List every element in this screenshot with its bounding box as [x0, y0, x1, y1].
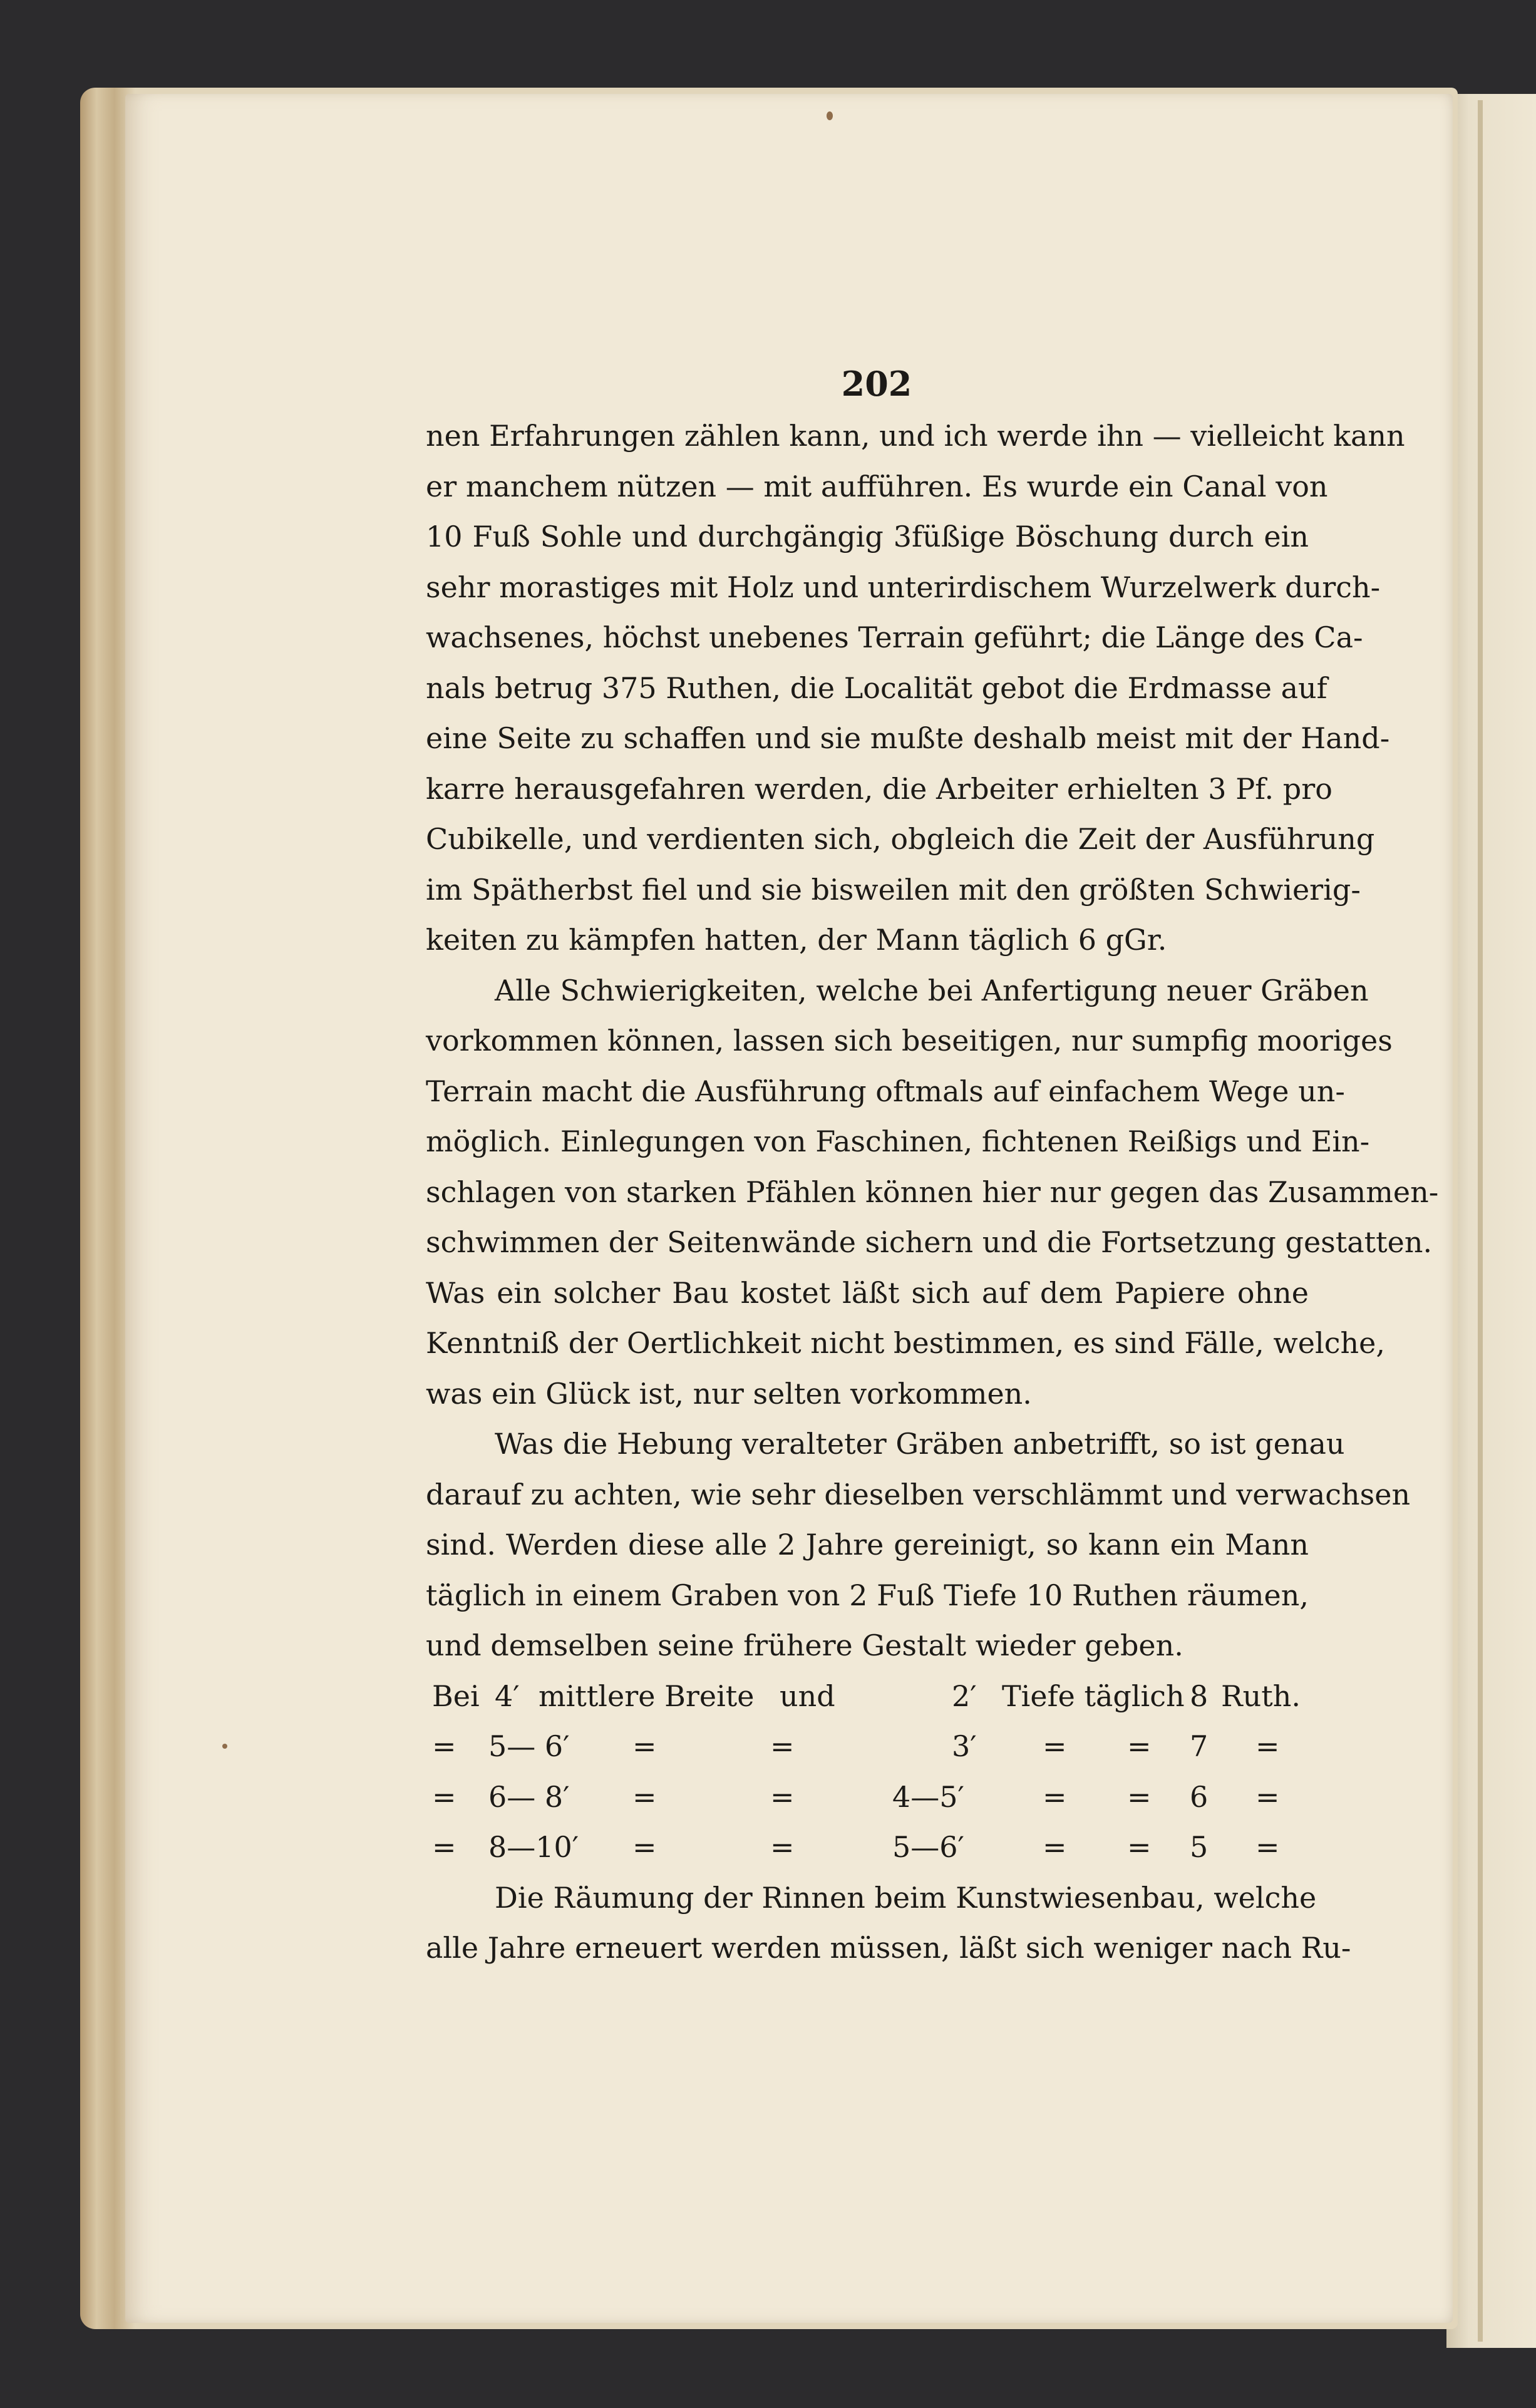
text-line: alle Jahre erneuert werden müssen, läßt sich weniger nach Ru- [426, 1931, 1351, 1965]
text-line: schwimmen der Seitenwände sichern und die Fortsetzung gestatten. [426, 1225, 1433, 1259]
table-cell: = [632, 1779, 657, 1814]
table-cell: 2′ [952, 1679, 977, 1713]
table-cell: = [632, 1830, 657, 1864]
table-cell: 7 [1190, 1729, 1209, 1763]
table-cell: und [780, 1679, 835, 1713]
page-number: 202 [841, 364, 912, 404]
table-cell: Ruth. [1221, 1679, 1301, 1713]
table-cell: 6 [1190, 1779, 1209, 1814]
text-line: Alle Schwierigkeiten, welche bei Anfertigung neuer Gräben [495, 973, 1369, 1007]
table-cell: = [1255, 1729, 1280, 1763]
text-line: im Spätherbst fiel und sie bisweilen mit den größten Schwierig- [426, 872, 1361, 907]
text-line: Kenntniß der Oertlichkeit nicht bestimmen, es sind Fälle, welche, [426, 1326, 1385, 1360]
table-cell: Bei [432, 1679, 480, 1713]
table-cell: = [432, 1779, 456, 1814]
table-cell: = [432, 1729, 456, 1763]
paper-spot [222, 1744, 227, 1749]
table-cell: 4—5′ [892, 1779, 964, 1814]
table-cell: 3′ [952, 1729, 977, 1763]
table-cell: = [632, 1729, 657, 1763]
table-cell: = [1043, 1779, 1067, 1814]
text-line: Cubikelle, und verdienten sich, obgleich die Zeit der Ausführung [426, 822, 1375, 856]
paper-spot [827, 111, 833, 120]
table-cell: 4′ [495, 1679, 520, 1713]
text-line: 10 Fuß Sohle und durchgängig 3füßige Böschung durch ein [426, 520, 1309, 553]
text-line: keiten zu kämpfen hatten, der Mann täglich 6 gGr. [426, 923, 1167, 957]
text-line: Was die Hebung veralteter Gräben anbetrifft, so ist genau [495, 1427, 1345, 1461]
text-line: was ein Glück ist, nur selten vorkommen. [426, 1376, 1032, 1411]
paragraph [426, 1419, 1411, 1671]
table-cell: = [1127, 1729, 1152, 1763]
text-line: und demselben seine frühere Gestalt wieder geben. [426, 1628, 1183, 1662]
table-row [426, 1721, 1309, 1772]
text-line: nen Erfahrungen zählen kann, und ich werde ihn — vielleicht kann [426, 419, 1405, 453]
text-line: sind. Werden diese alle 2 Jahre gereinigt, so kann ein Mann [426, 1528, 1309, 1562]
table-row [426, 1822, 1309, 1873]
table-cell: 5 [1190, 1830, 1209, 1864]
paragraph [426, 411, 1405, 965]
table-cell: 8 [1190, 1679, 1209, 1713]
text-line: nals betrug 375 Ruthen, die Localität gebot die Erdmasse auf [426, 671, 1327, 705]
table-cell: mittlere Breite [539, 1679, 755, 1713]
table-cell: = [1043, 1830, 1067, 1864]
text-line: Die Räumung der Rinnen beim Kunstwiesenbau, welche [495, 1880, 1317, 1915]
text-line: täglich in einem Graben von 2 Fuß Tiefe 10 Ruthen räumen, [426, 1578, 1309, 1612]
text-line: vorkommen können, lassen sich beseitigen, nur sumpfig mooriges [426, 1024, 1393, 1057]
table-cell: = [770, 1830, 795, 1864]
paragraph [426, 1873, 1351, 1973]
paragraph [426, 965, 1439, 1419]
table-cell: = [432, 1830, 456, 1864]
adjacent-page-edge [1478, 100, 1483, 2342]
text-line: Terrain macht die Ausführung oftmals auf einfachem Wege un- [426, 1074, 1345, 1108]
work-rate-table [426, 1671, 1309, 1873]
table-row [426, 1671, 1309, 1722]
adjacent-page [1446, 94, 1536, 2348]
table-cell: 5— 6′ [488, 1729, 570, 1763]
text-line: karre herausgefahren werden, die Arbeiter erhielten 3 Pf. pro [426, 771, 1332, 806]
text-line: er manchem nützen — mit aufführen. Es wurde ein Canal von [426, 469, 1328, 503]
table-cell: = [770, 1779, 795, 1814]
table-cell: = [1127, 1779, 1152, 1814]
table-cell: = [1255, 1779, 1280, 1814]
text-line: darauf zu achten, wie sehr dieselben verschlämmt und verwachsen [426, 1477, 1411, 1511]
table-cell: = [1043, 1729, 1067, 1763]
text-line: sehr morastiges mit Holz und unterirdischem Wurzelwerk durch- [426, 570, 1381, 604]
table-row [426, 1772, 1309, 1823]
table-cell: Tiefe täglich [1002, 1679, 1185, 1713]
table-cell: = [1127, 1830, 1152, 1864]
text-line: eine Seite zu schaffen und sie mußte deshalb meist mit der Hand- [426, 721, 1390, 755]
table-cell: 5—6′ [892, 1830, 964, 1864]
table-cell: = [1255, 1830, 1280, 1864]
table-cell: 8—10′ [488, 1830, 579, 1864]
text-line: möglich. Einlegungen von Faschinen, fichtenen Reißigs und Ein- [426, 1124, 1370, 1158]
page-text [426, 357, 1439, 1973]
text-line: wachsenes, höchst unebenes Terrain geführt; die Länge des Ca- [426, 620, 1363, 654]
table-cell: = [770, 1729, 795, 1763]
table-cell: 6— 8′ [488, 1779, 570, 1814]
text-line: schlagen von starken Pfählen können hier nur gegen das Zusammen- [426, 1175, 1439, 1209]
text-line: Was ein solcher Bau kostet läßt sich auf dem Papiere ohne [426, 1275, 1309, 1310]
